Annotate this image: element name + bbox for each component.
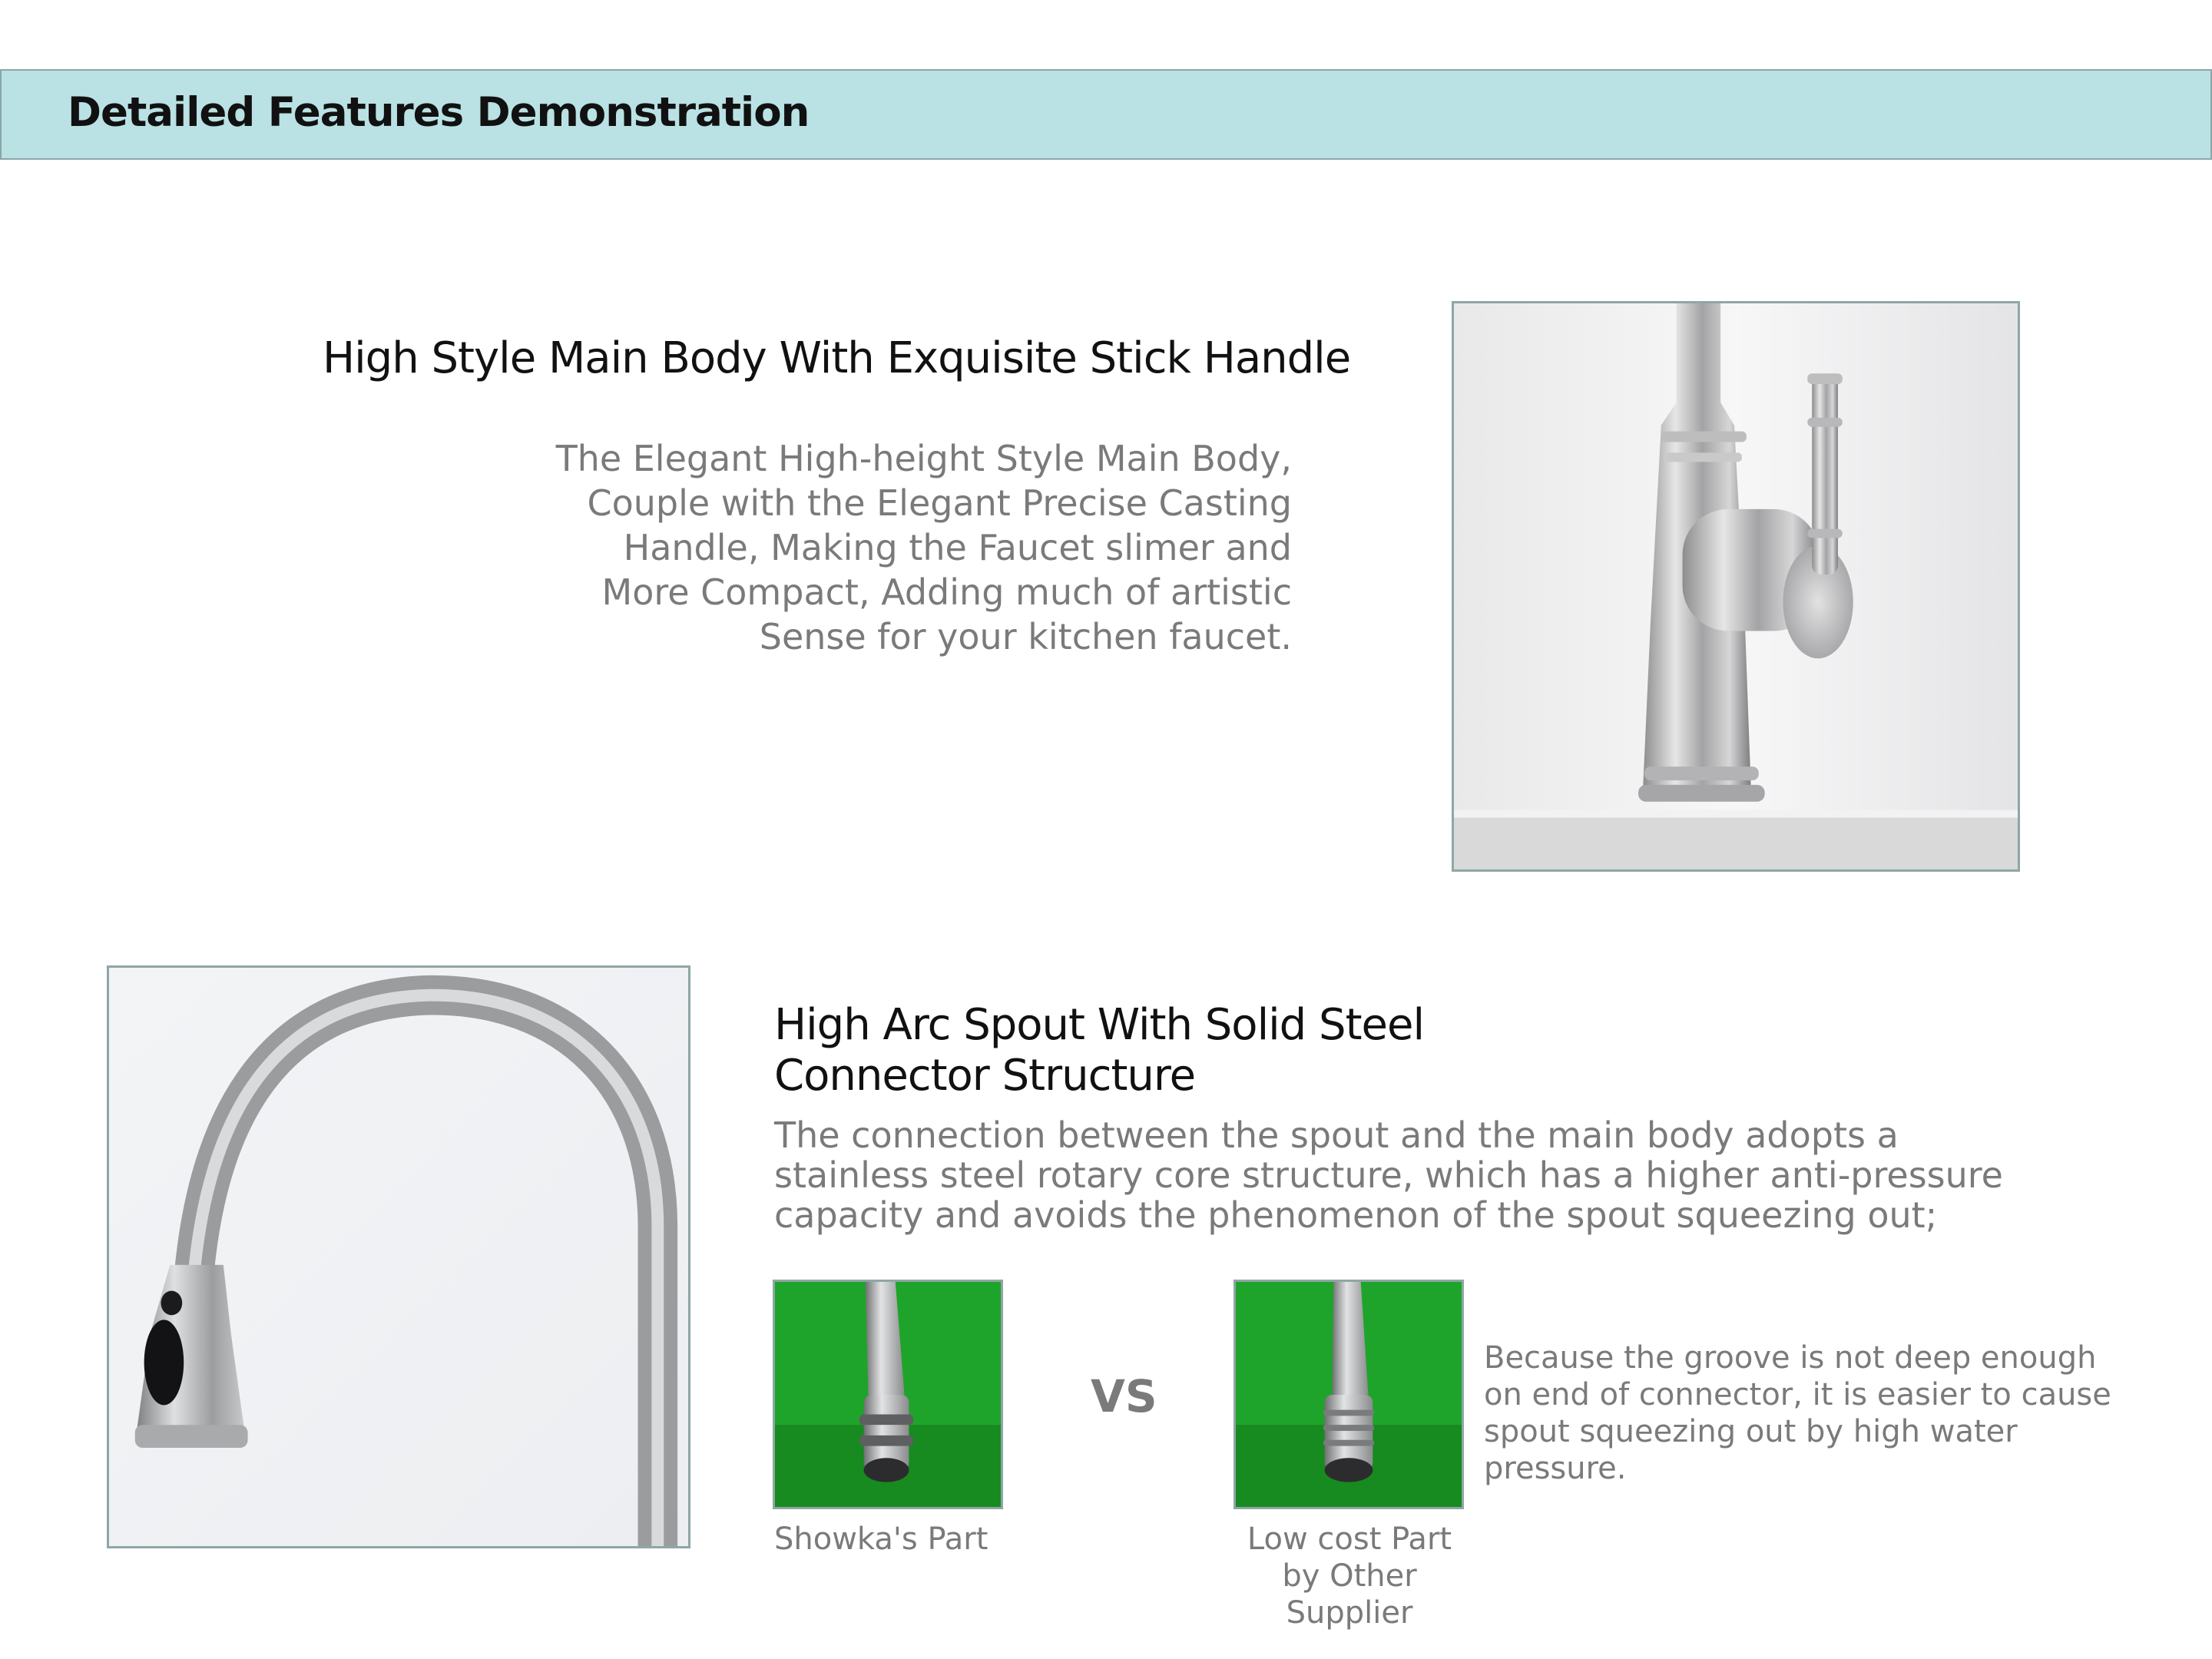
feature2-description: The connection between the spout and the main body adopts a stainless steel rotary core structure, which has a higher anti-pressure capacity and avoids the phenomenon of the spout squeezing out; [774, 1114, 2003, 1236]
showka-connector-photo [773, 1280, 1003, 1509]
vs-label: VS [1091, 1370, 1157, 1422]
feature2-heading: High Arc Spout With Solid Steel Connector Structure [774, 1000, 1424, 1101]
showka-part-caption: Showka's Part [774, 1522, 988, 1557]
low-cost-part-caption: Low cost Part by Other Supplier [1247, 1522, 1452, 1631]
feature1-description: The Elegant High-height Style Main Body, Couple with the Elegant Precise Casting Handle, Making the Faucet slimer and More Compact, Adding much of artistic Sense for your kitchen faucet. [555, 438, 1292, 657]
low-cost-connector-photo [1233, 1280, 1464, 1509]
page-title: Detailed Features Demonstration [68, 89, 810, 136]
feature1-heading: High Style Main Body With Exquisite Stick Handle [323, 333, 1351, 383]
faucet-body-photo [1452, 301, 2020, 872]
spout-arc-photo [107, 965, 690, 1548]
section-banner [0, 69, 2212, 160]
comparison-note: Because the groove is not deep enough on end of connector, it is easier to cause spout squeezing out by high water pressure. [1484, 1340, 2111, 1486]
